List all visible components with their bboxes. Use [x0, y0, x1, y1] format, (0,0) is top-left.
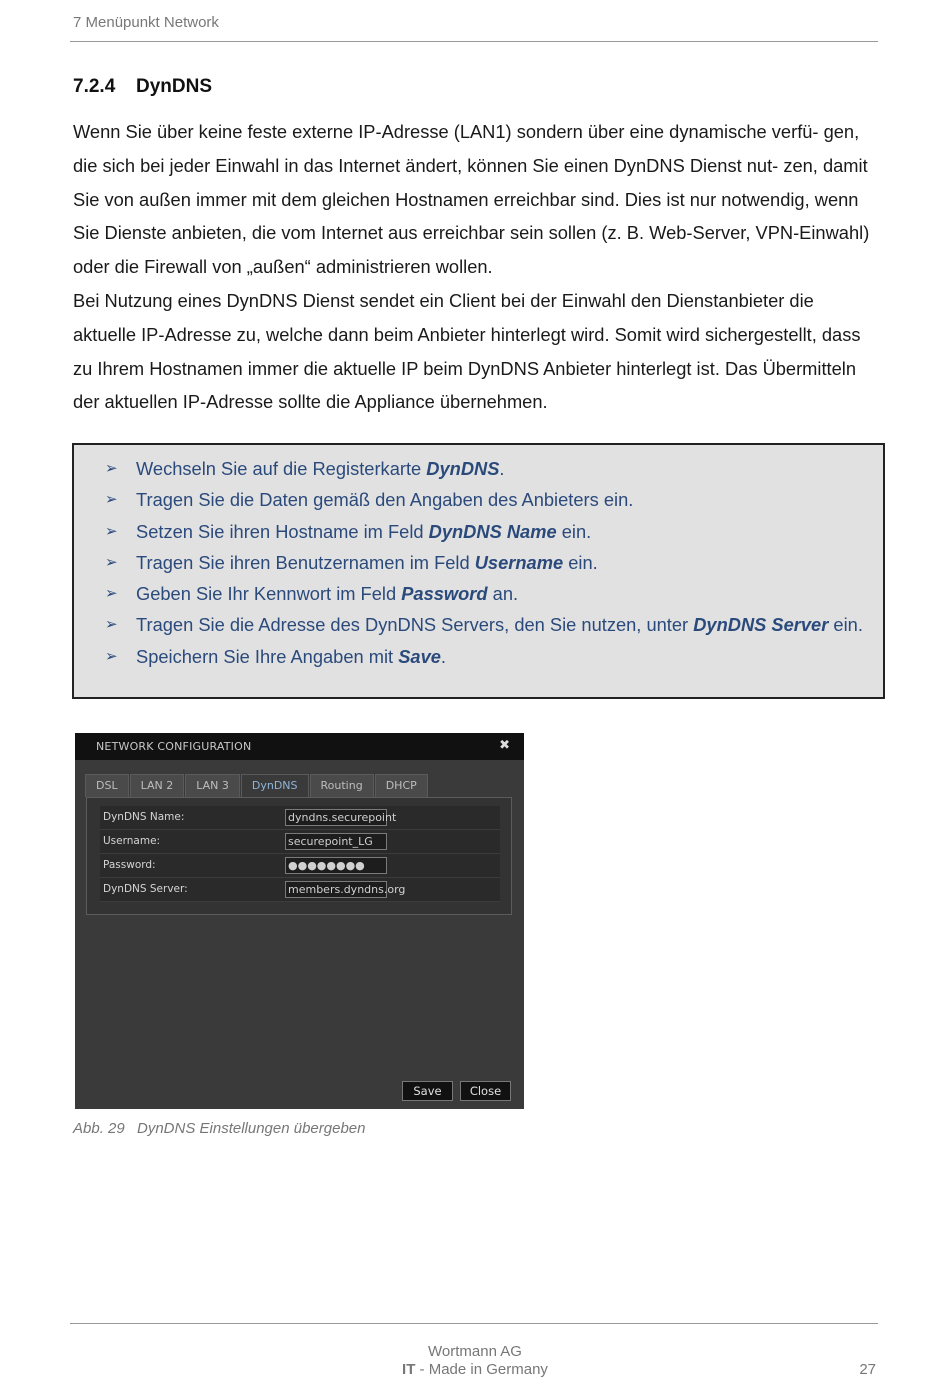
step-text: Tragen Sie die Daten gemäß den Angaben des Anbieters ein.: [136, 489, 634, 511]
step-text: Setzen Sie ihren Hostname im Feld: [136, 520, 429, 542]
arrow-bullet-icon: ➢: [105, 522, 118, 540]
dyndns-panel: [86, 797, 512, 915]
tab-dsl[interactable]: DSL: [85, 774, 129, 797]
figure-caption: [73, 1120, 365, 1137]
instruction-step: [74, 581, 883, 607]
instruction-step: [74, 519, 883, 545]
field-input[interactable]: securepoint_LG: [285, 833, 387, 850]
instruction-step: [74, 612, 883, 638]
form-row: [100, 854, 500, 878]
instruction-box: [72, 443, 885, 699]
step-emphasis: DynDNS: [426, 458, 500, 479]
field-input[interactable]: ●●●●●●●●: [285, 857, 387, 874]
instruction-list: [74, 445, 883, 670]
dialog-title: NETWORK CONFIGURATION: [96, 740, 252, 753]
body-text: [73, 115, 873, 419]
step-emphasis: Username: [474, 551, 564, 573]
instruction-step: [74, 487, 883, 513]
step-emphasis: Save: [398, 645, 441, 667]
field-input[interactable]: members.dyndns.org: [285, 881, 387, 898]
footer-slogan-text: - Made in Germany: [415, 1361, 548, 1378]
instruction-step: [74, 644, 883, 670]
running-header: 7 Menüpunkt Network: [73, 14, 219, 31]
step-text: Tragen Sie die Adresse des DynDNS Servers, den Sie nutzen, unter: [136, 614, 694, 636]
arrow-bullet-icon: ➢: [105, 553, 118, 571]
section-heading: [73, 76, 212, 98]
step-text-end: ein.: [556, 520, 592, 542]
step-text-end: .: [499, 458, 505, 479]
dialog-titlebar: [75, 733, 524, 760]
footer-slogan: [0, 1361, 950, 1378]
step-emphasis: DynDNS Server: [693, 614, 829, 636]
field-label: Username:: [103, 835, 161, 847]
footer-divider: [70, 1323, 878, 1324]
tab-dyndns[interactable]: DynDNS: [241, 774, 309, 798]
page-number: 27: [859, 1361, 876, 1378]
arrow-bullet-icon: ➢: [105, 647, 118, 665]
tab-lan-2[interactable]: LAN 2: [130, 774, 185, 797]
field-label: DynDNS Name:: [103, 811, 185, 823]
dyndns-form: [100, 806, 500, 902]
step-text-end: .: [440, 645, 446, 667]
step-text-end: an.: [487, 583, 519, 605]
close-icon[interactable]: ✖: [499, 738, 510, 753]
step-emphasis: Password: [401, 583, 488, 605]
section-number: 7.2.4: [73, 76, 116, 97]
step-text: Geben Sie Ihr Kennwort im Feld: [136, 583, 402, 605]
save-button[interactable]: Save: [402, 1081, 453, 1101]
network-configuration-screenshot: [75, 733, 524, 1109]
figure-number: Abb. 29: [73, 1120, 125, 1137]
arrow-bullet-icon: ➢: [105, 585, 118, 603]
header-divider: [70, 41, 878, 42]
tab-bar: [85, 774, 429, 798]
field-label: DynDNS Server:: [103, 883, 188, 895]
field-label: Password:: [103, 859, 156, 871]
step-emphasis: DynDNS Name: [428, 520, 557, 542]
section-title: DynDNS: [136, 76, 213, 97]
instruction-step: [74, 550, 883, 576]
step-text: Wechseln Sie auf die Registerkarte: [136, 458, 427, 479]
footer-company: Wortmann AG: [428, 1343, 522, 1360]
close-button[interactable]: Close: [460, 1081, 511, 1101]
arrow-bullet-icon: ➢: [105, 491, 118, 509]
tab-routing[interactable]: Routing: [310, 774, 374, 797]
instruction-step: [74, 456, 883, 482]
form-row: [100, 806, 500, 830]
step-text-end: ein.: [828, 614, 863, 636]
step-text: Tragen Sie ihren Benutzernamen im Feld: [136, 551, 475, 573]
field-input[interactable]: dyndns.securepoint: [285, 809, 387, 826]
step-text: Speichern Sie Ihre Angaben mit: [136, 645, 399, 667]
form-row: [100, 878, 500, 902]
figure-caption-text: DynDNS Einstellungen übergeben: [137, 1120, 366, 1137]
arrow-bullet-icon: ➢: [105, 616, 118, 634]
paragraph: Bei Nutzung eines DynDNS Dienst sendet ein Client bei der Einwahl den Dienstanbieter die aktuelle IP-Adresse zu, welche dann beim Anbieter hinterlegt wird. Somit wird sichergestellt, dass zu Ihrem Hostnamen immer die aktuelle IP beim DynDNS Anbieter hinterlegt ist. Das Übermitteln der aktuellen IP-Adresse sollte die Appliance übernehmen.: [73, 289, 861, 413]
arrow-bullet-icon: ➢: [105, 460, 118, 477]
footer-it: IT: [402, 1361, 416, 1378]
tab-dhcp[interactable]: DHCP: [375, 774, 428, 797]
step-text-end: ein.: [563, 551, 598, 573]
form-row: [100, 830, 500, 854]
paragraph: Wenn Sie über keine feste externe IP-Adresse (LAN1) sondern über eine dynamische verfü- gen, die sich bei jeder Einwahl in das Internet ändert, können Sie einen DynDNS Dienst nut- zen, damit Sie von außen immer mit dem gleichen Hostnamen erreichbar sind. Dies ist nur notwendig, wenn Sie Dienste anbieten, die vom Internet aus erreichbar sein sollen (z. B. Web-Server, VPN-Einwahl) oder die Firewall von „außen“ administrieren wollen.: [73, 121, 870, 278]
tab-lan-3[interactable]: LAN 3: [185, 774, 240, 797]
